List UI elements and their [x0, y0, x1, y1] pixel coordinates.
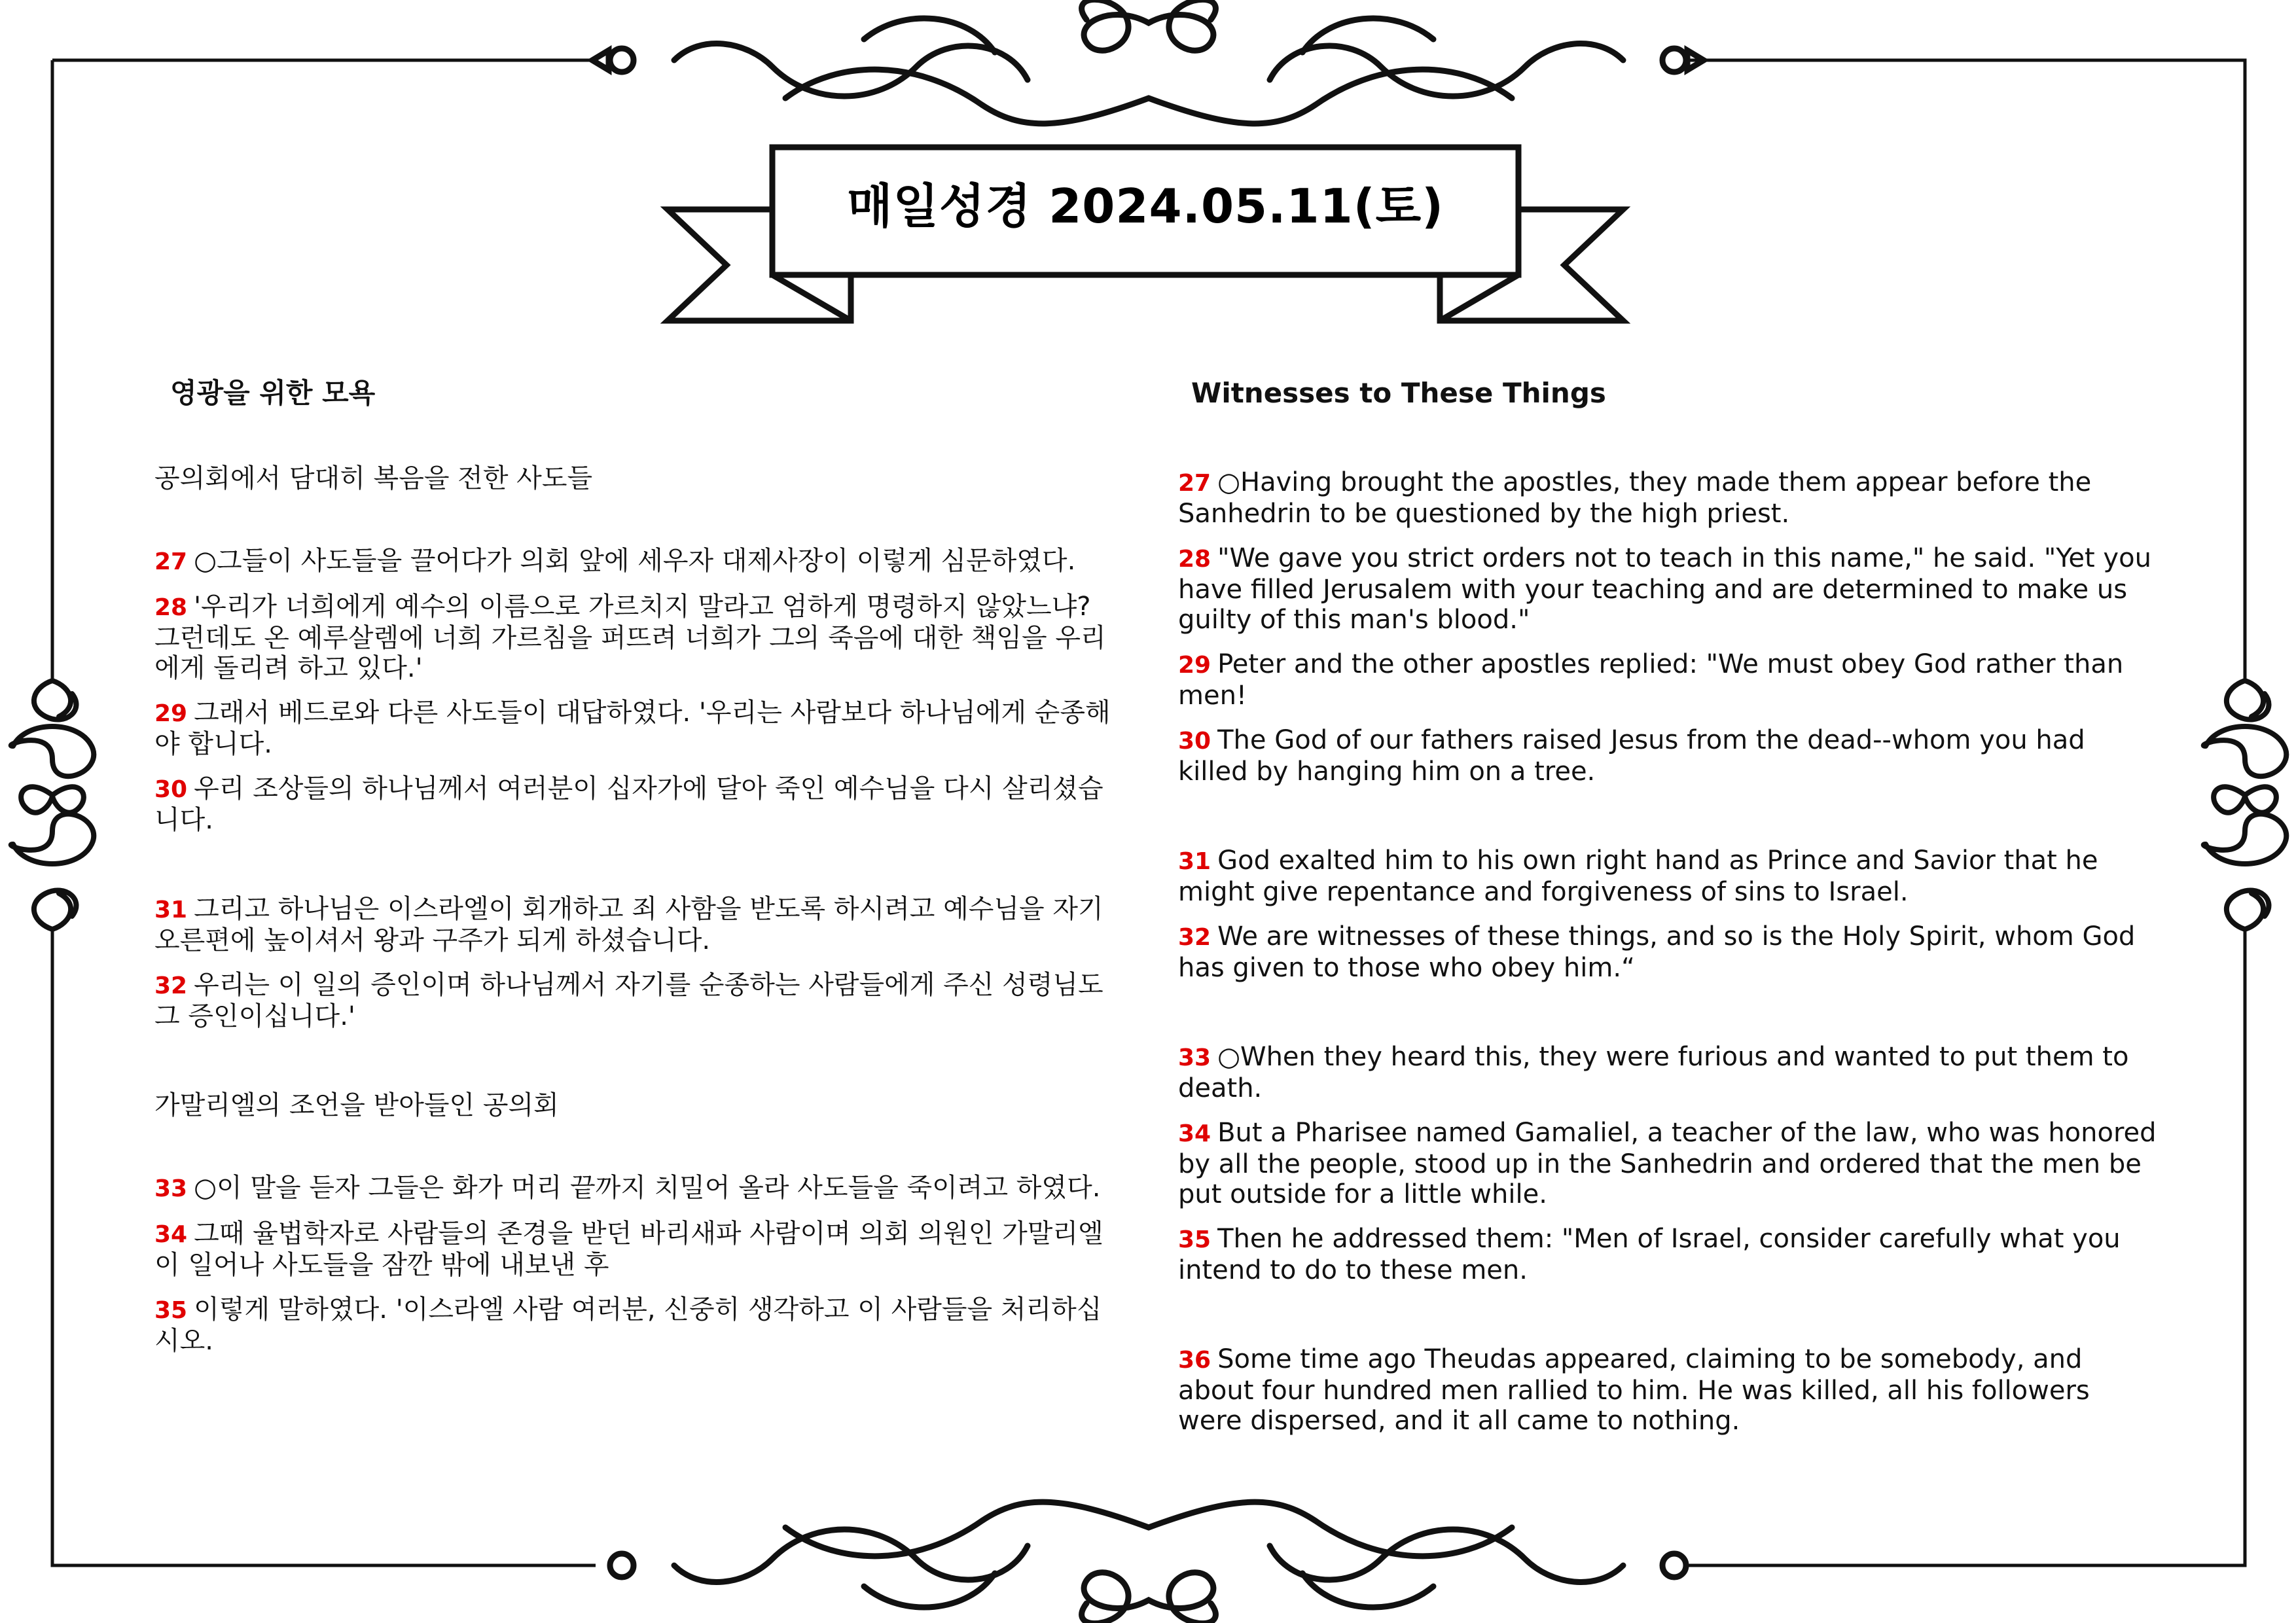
verse-number: 32	[1178, 924, 1211, 951]
verse-number: 36	[1178, 1347, 1211, 1374]
english-verse	[1178, 1042, 2160, 1103]
verse-text: 그리고 하나님은 이스라엘이 회개하고 죄 사함을 받도록 하시려고 예수님을 자기 오른편에 높이셔서 왕과 구주가 되게 하셨습니다.	[154, 894, 1103, 955]
right-ornament	[2204, 681, 2286, 929]
verse-text: Some time ago Theudas appeared, claiming to be somebody, and about four hundred men rallied to him. He was killed, all his followers were dispersed, and it all came to nothing.	[1178, 1344, 2090, 1436]
verse-number: 34	[1178, 1120, 1211, 1147]
korean-verse	[154, 1219, 1123, 1280]
verse-number: 29	[1178, 652, 1211, 679]
verse-number: 35	[1178, 1226, 1211, 1253]
english-verse	[1178, 467, 2160, 529]
verse-text: Peter and the other apostles replied: "We must obey God rather than men!	[1178, 649, 2124, 711]
korean-verse	[154, 592, 1123, 683]
top-ornament	[592, 0, 1704, 124]
verse-text: ○그들이 사도들을 끌어다가 의회 앞에 세우자 대제사장이 이렇게 심문하였다.	[194, 546, 1076, 576]
verse-number: 28	[154, 594, 188, 621]
korean-verse	[154, 1173, 1123, 1204]
verse-number: 30	[1178, 728, 1211, 755]
english-verse	[1178, 649, 2160, 711]
verse-number: 35	[154, 1297, 188, 1324]
verse-text: ○When they heard this, they were furious and wanted to put them to death.	[1178, 1042, 2129, 1103]
verse-number: 33	[1178, 1044, 1211, 1071]
korean-verse	[154, 774, 1123, 835]
verse-text: "We gave you strict orders not to teach in this name," he said. "Yet you have filled Jerusalem with your teaching and are determined to make us guilty of this man's blood."	[1178, 543, 2151, 635]
verse-number: 27	[154, 548, 188, 575]
english-verse	[1178, 1118, 2160, 1209]
english-verse	[1178, 846, 2160, 907]
verse-text: But a Pharisee named Gamaliel, a teacher of the law, who was honored by all the people, stood up in the Sanhedrin and ordered that the men be put outside for a little while.	[1178, 1118, 2157, 1209]
korean-verse	[154, 894, 1123, 955]
verse-number: 33	[154, 1175, 188, 1202]
verse-text: 그때 율법학자로 사람들의 존경을 받던 바리새파 사람이며 의회 의원인 가말리엘이 일어나 사도들을 잠깐 밖에 내보낸 후	[154, 1219, 1103, 1280]
verse-number: 29	[154, 700, 188, 727]
verse-text: 이렇게 말하였다. '이스라엘 사람 여러분, 신중히 생각하고 이 사람들을 처리하십시오.	[154, 1294, 1102, 1356]
verse-text: ○이 말을 듣자 그들은 화가 머리 끝까지 치밀어 올라 사도들을 죽이려고 하였다.	[194, 1173, 1101, 1203]
english-column	[1178, 378, 2160, 1436]
verse-text: '우리가 너희에게 예수의 이름으로 가르치지 말라고 엄하게 명령하지 않았느냐? 그런데도 온 예루살렘에 너희 가르침을 퍼뜨려 너희가 그의 죽음에 대한 책임을 우리에게 돌리려 하고 있다.'	[154, 592, 1106, 683]
page-title: 매일성경 2024.05.11(토)	[846, 179, 1444, 234]
verse-number: 32	[154, 972, 188, 999]
verse-text: 우리 조상들의 하나님께서 여러분이 십자가에 달아 죽인 예수님을 다시 살리셨습니다.	[154, 774, 1103, 835]
section-subtitle: 가말리엘의 조언을 받아들인 공의회	[154, 1090, 559, 1120]
verse-number: 31	[154, 897, 188, 923]
korean-verse	[154, 970, 1123, 1031]
english-heading: Witnesses to These Things	[1191, 377, 1606, 409]
verse-number: 28	[1178, 546, 1211, 573]
verse-text: Then he addressed them: "Men of Israel, consider carefully what you intend to do to these men.	[1178, 1224, 2121, 1285]
left-ornament	[11, 681, 94, 929]
verse-text: 그래서 베드로와 다른 사도들이 대답하였다. '우리는 사람보다 하나님에게 순종해야 합니다.	[154, 698, 1111, 759]
korean-verse	[154, 1294, 1123, 1356]
english-verse	[1178, 1344, 2160, 1436]
korean-heading: 영광을 위한 모욕	[170, 377, 376, 409]
korean-verse	[154, 546, 1123, 577]
verse-text: ○Having brought the apostles, they made them appear before the Sanhedrin to be questioned by the high priest.	[1178, 467, 2092, 529]
verse-text: God exalted him to his own right hand as Prince and Savior that he might give repentance and forgiveness of sins to Israel.	[1178, 846, 2098, 907]
verse-text: The God of our fathers raised Jesus from the dead--whom you had killed by hanging him on a tree.	[1178, 725, 2085, 787]
english-verse	[1178, 921, 2160, 983]
verse-text: 우리는 이 일의 증인이며 하나님께서 자기를 순종하는 사람들에게 주신 성령님도 그 증인이십니다.'	[154, 970, 1103, 1031]
verse-text: We are witnesses of these things, and so is the Holy Spirit, whom God has given to those who obey him.“	[1178, 921, 2136, 983]
section-subtitle: 공의회에서 담대히 복음을 전한 사도들	[154, 463, 593, 493]
verse-number: 27	[1178, 470, 1211, 497]
english-verse	[1178, 543, 2160, 635]
verse-number: 31	[1178, 848, 1211, 875]
verse-number: 34	[154, 1221, 188, 1248]
verse-number: 30	[154, 776, 188, 803]
korean-column	[154, 378, 1123, 1356]
english-verse	[1178, 1224, 2160, 1285]
korean-verse	[154, 698, 1123, 759]
english-verse	[1178, 725, 2160, 787]
bottom-ornament	[610, 1502, 1686, 1623]
